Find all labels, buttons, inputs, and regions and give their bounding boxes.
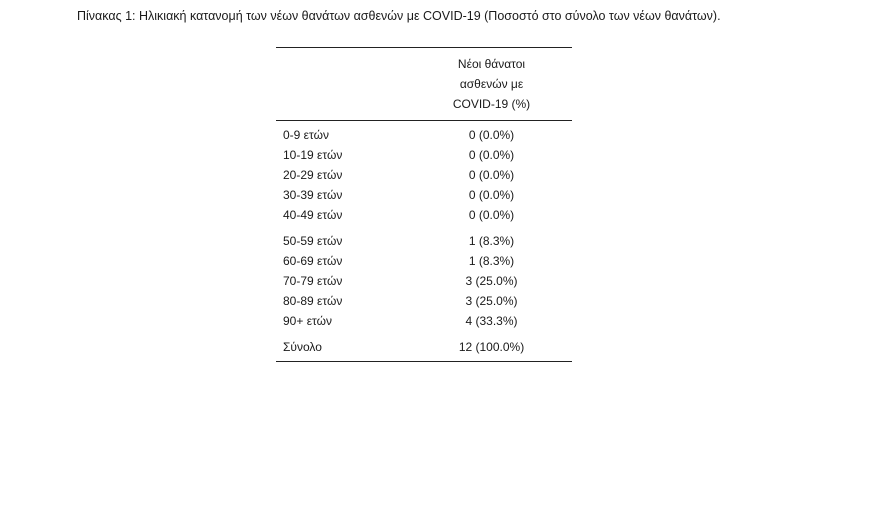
- table-header: [276, 48, 572, 121]
- age-group-label: 30-39 ετών: [283, 188, 343, 202]
- deaths-value: 4 (33.3%): [465, 314, 518, 328]
- deaths-value: 1 (8.3%): [468, 234, 515, 248]
- age-group-label: 50-59 ετών: [283, 234, 343, 248]
- deaths-value: 0 (0.0%): [468, 148, 515, 162]
- age-group-label: 90+ ετών: [283, 314, 332, 328]
- deaths-value: 0 (0.0%): [468, 208, 515, 222]
- total-label: Σύνολο: [283, 340, 322, 354]
- age-distribution-table-container: [276, 47, 572, 362]
- header-value-line-1: Νέοι θάνατοι: [457, 57, 526, 71]
- table-body: [276, 121, 572, 362]
- total-row: [276, 331, 572, 362]
- table-row: [276, 271, 572, 291]
- deaths-value: 3 (25.0%): [465, 294, 518, 308]
- table-row: [276, 121, 572, 146]
- table-row: [276, 205, 572, 225]
- deaths-value: 3 (25.0%): [465, 274, 518, 288]
- deaths-value: 0 (0.0%): [468, 168, 515, 182]
- age-group-label: 10-19 ετών: [283, 148, 343, 162]
- deaths-value: 1 (8.3%): [468, 254, 515, 268]
- header-value-line-2: ασθενών με: [459, 77, 524, 91]
- table-row: [276, 251, 572, 271]
- header-value-line-3: COVID-19 (%): [452, 97, 531, 111]
- age-group-label: 70-79 ετών: [283, 274, 343, 288]
- header-row: [276, 48, 572, 121]
- age-group-label: 80-89 ετών: [283, 294, 343, 308]
- age-group-label: 60-69 ετών: [283, 254, 343, 268]
- table-row: [276, 185, 572, 205]
- table-row: [276, 291, 572, 311]
- header-value-cell: [411, 48, 572, 121]
- table-caption: Πίνακας 1: Ηλικιακή κατανομή των νέων θανάτων ασθενών με COVID-19 (Ποσοστό στο σύνολο των νέων θανάτων).: [77, 9, 721, 23]
- table-row: [276, 311, 572, 331]
- table-row: [276, 225, 572, 251]
- total-value: 12 (100.0%): [458, 340, 525, 354]
- header-label-cell: [276, 48, 411, 121]
- deaths-value: 0 (0.0%): [468, 128, 515, 142]
- table-row: [276, 165, 572, 185]
- age-group-label: 0-9 ετών: [283, 128, 329, 142]
- age-distribution-table: [276, 47, 572, 362]
- table-row: [276, 145, 572, 165]
- age-group-label: 20-29 ετών: [283, 168, 343, 182]
- age-group-label: 40-49 ετών: [283, 208, 343, 222]
- deaths-value: 0 (0.0%): [468, 188, 515, 202]
